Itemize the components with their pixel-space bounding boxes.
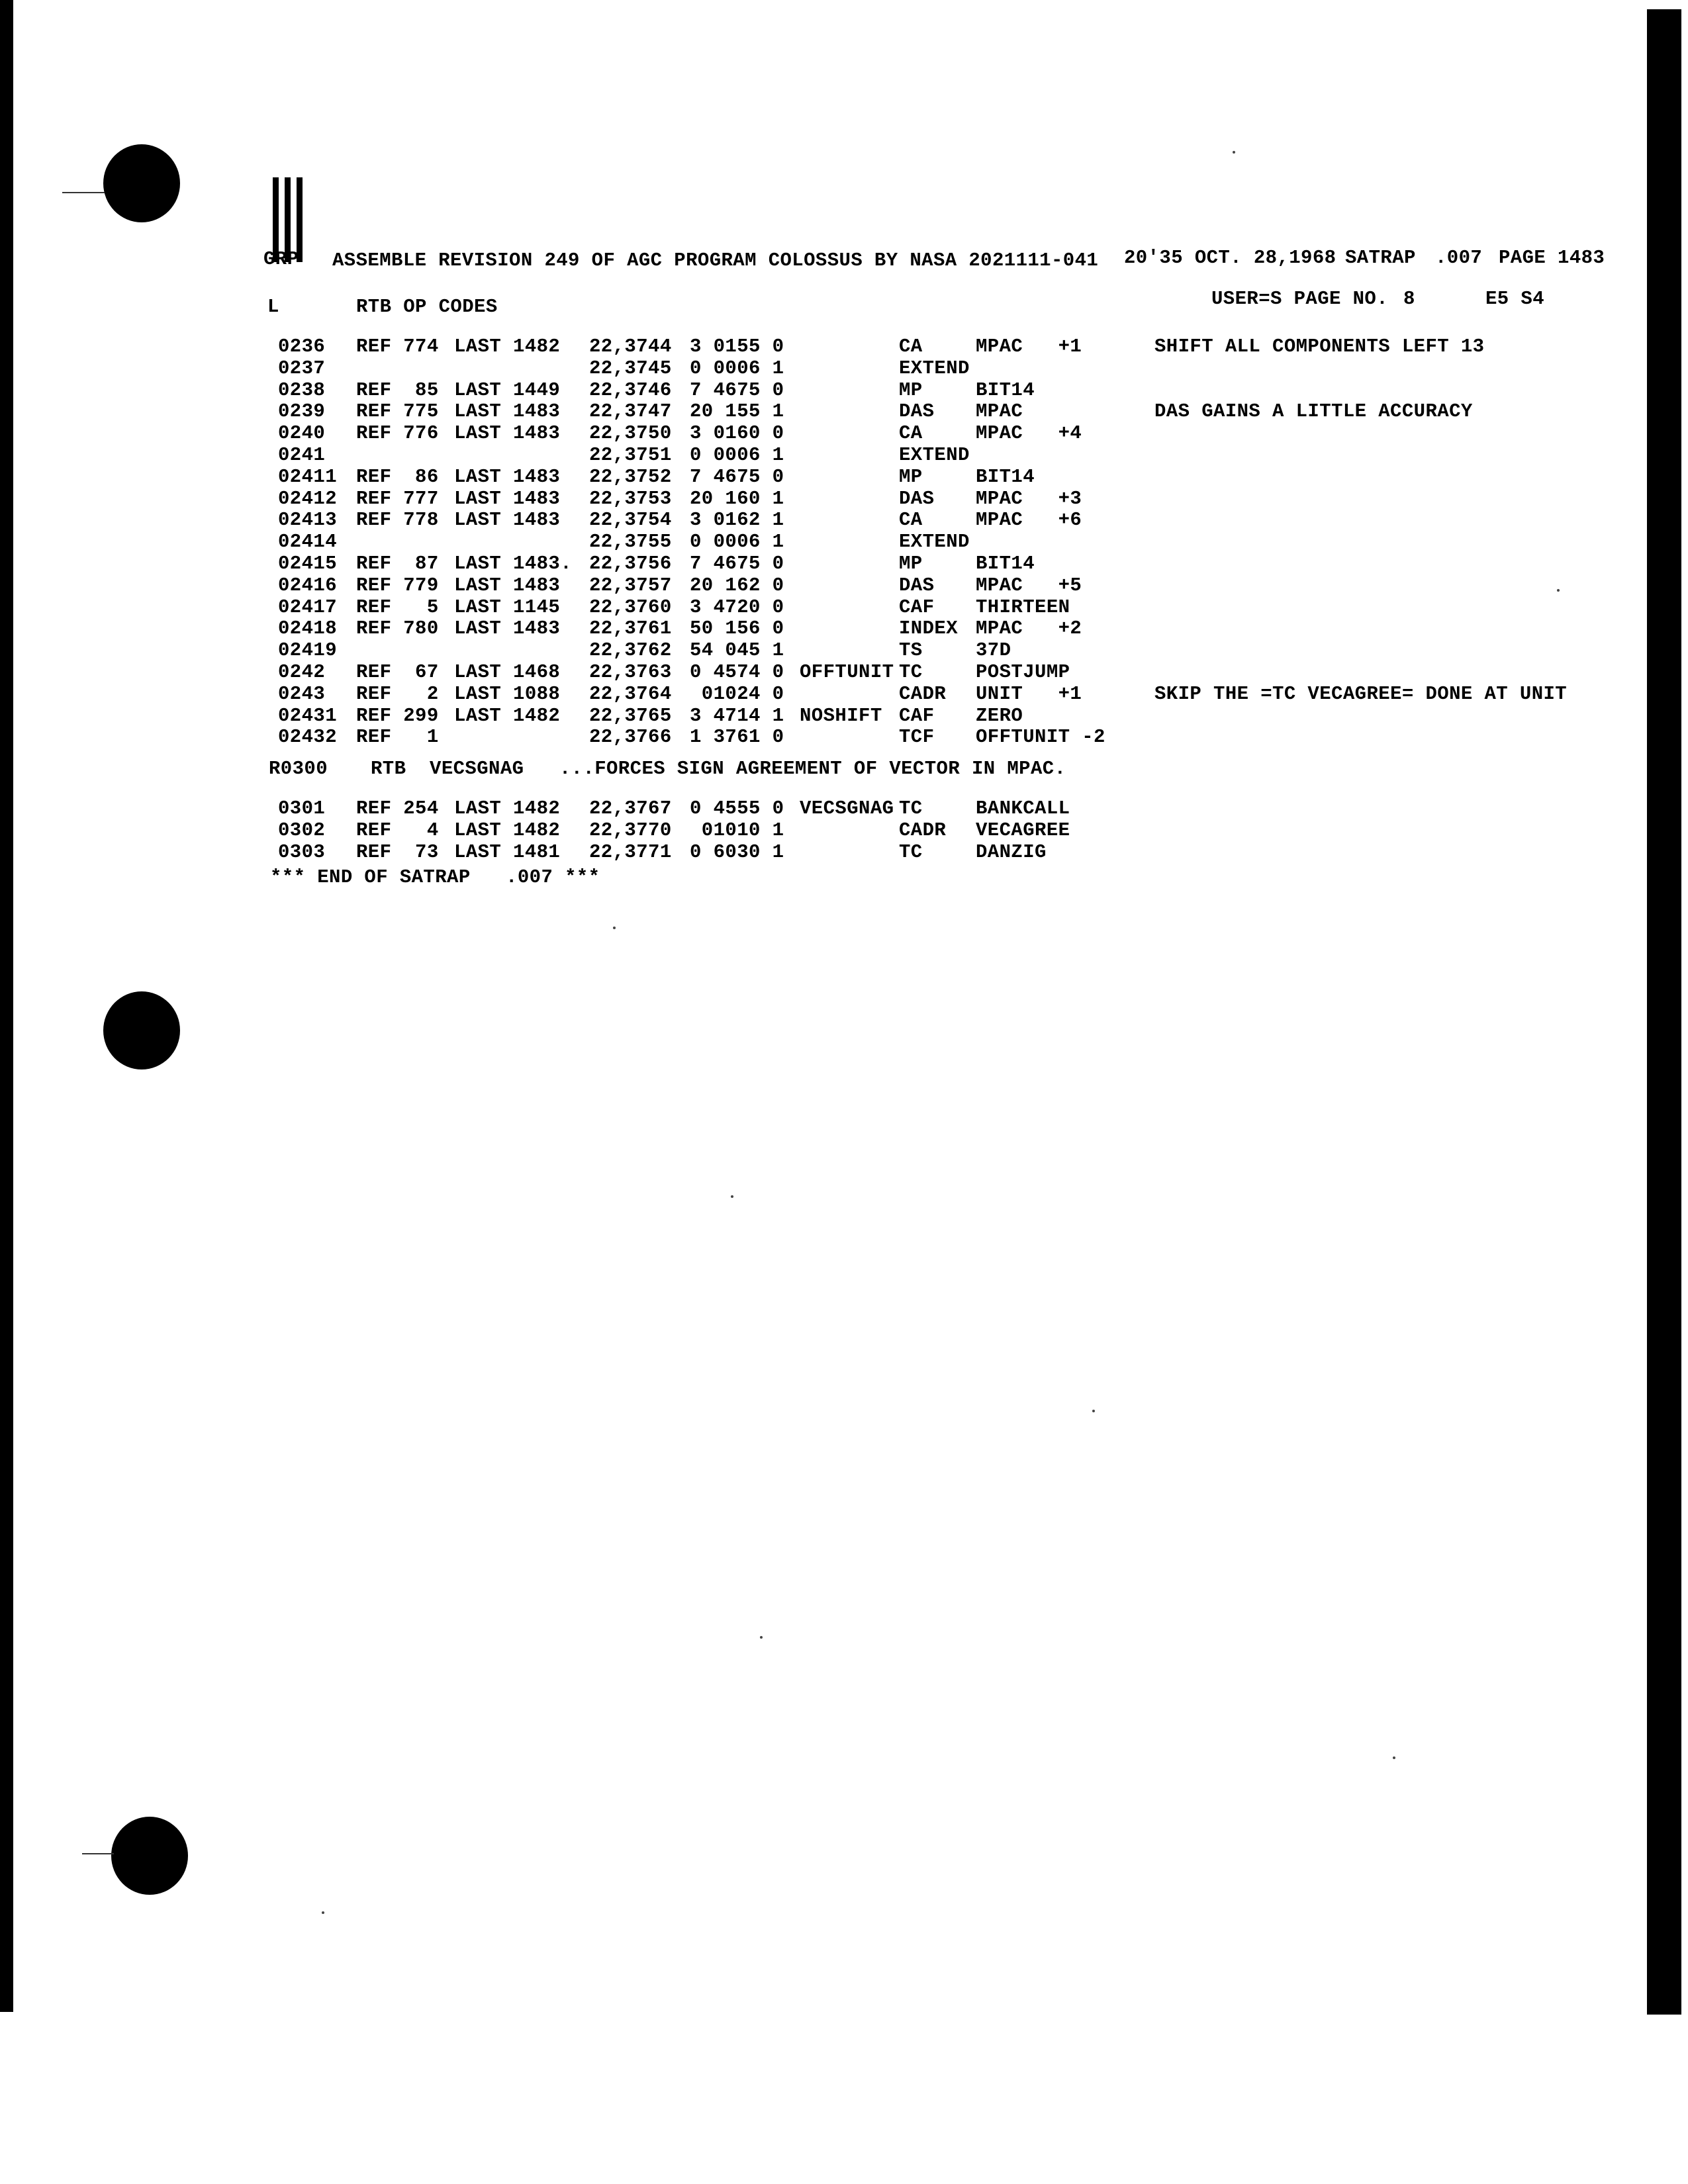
cell-code: 0 0006 1 <box>690 444 784 466</box>
cell-op: CADR <box>899 819 947 841</box>
cell-code: 01024 0 <box>690 682 784 705</box>
cell-addr: 22,3766 <box>589 726 672 749</box>
scan-left-edge <box>0 0 13 2012</box>
cell-addr: 22,3767 <box>589 797 672 819</box>
edition-code: E5 S4 <box>1485 288 1545 310</box>
cell-line: 02419 <box>278 639 338 662</box>
cell-last: LAST 1468 <box>454 661 561 683</box>
cell-operand: MPAC +3 <box>976 487 1082 510</box>
cell-addr: 22,3751 <box>589 444 672 466</box>
cell-line: 02418 <box>278 617 338 640</box>
cell-comment: SKIP THE =TC VECAGREE= DONE AT UNIT <box>1154 682 1568 705</box>
cell-ref: REF 776 <box>356 422 439 445</box>
routine-line-number: R0300 <box>269 758 328 780</box>
cell-label: NOSHIFT <box>800 704 882 727</box>
punch-hole-bottom <box>111 1817 188 1895</box>
cell-last: LAST 1482 <box>454 819 561 841</box>
cell-line: 0241 <box>278 444 326 466</box>
section-title: RTB OP CODES <box>356 296 498 318</box>
assembly-title: ASSEMBLE REVISION 249 OF AGC PROGRAM COLOSSUS BY NASA 2021111-041 <box>332 250 1099 271</box>
cell-line: 02416 <box>278 574 338 596</box>
cell-line: 0240 <box>278 422 326 445</box>
cell-addr: 22,3760 <box>589 596 672 618</box>
cell-code: 0 6030 1 <box>690 841 784 863</box>
cell-ref: REF 254 <box>356 797 439 819</box>
cell-operand: VECAGREE <box>976 819 1070 841</box>
cell-op: CA <box>899 336 923 357</box>
cell-addr: 22,3761 <box>589 617 672 640</box>
cell-operand: OFFTUNIT -2 <box>976 726 1105 749</box>
cell-op: TC <box>899 797 923 819</box>
cell-addr: 22,3745 <box>589 357 672 379</box>
cell-addr: 22,3756 <box>589 553 672 574</box>
cell-code: 01010 1 <box>690 819 784 841</box>
cell-operand: MPAC +6 <box>976 509 1082 531</box>
cell-line: 02431 <box>278 704 338 727</box>
punch-mark <box>82 1853 114 1854</box>
cell-code: 3 4714 1 <box>690 704 784 727</box>
scan-speck <box>1092 1410 1095 1412</box>
cell-code: 0 4555 0 <box>690 797 784 819</box>
cell-operand: MPAC +4 <box>976 422 1082 445</box>
cell-line: 02412 <box>278 487 338 510</box>
cell-ref: REF 67 <box>356 661 439 683</box>
cell-line: 0302 <box>278 819 326 841</box>
cell-line: 0237 <box>278 357 326 379</box>
cell-addr: 22,3765 <box>589 704 672 727</box>
cell-addr: 22,3755 <box>589 531 672 553</box>
cell-operand: BIT14 <box>976 379 1035 401</box>
cell-addr: 22,3750 <box>589 422 672 445</box>
cell-op: MP <box>899 379 923 401</box>
scan-speck <box>1233 151 1235 154</box>
cell-code: 3 0162 1 <box>690 509 784 531</box>
program-name: SATRAP <box>1345 247 1416 269</box>
cell-code: 7 4675 0 <box>690 379 784 401</box>
cell-op: CAF <box>899 596 935 618</box>
cell-ref: REF 86 <box>356 465 439 488</box>
page-number: PAGE 1483 <box>1499 247 1605 269</box>
program-version: .007 <box>1435 247 1483 269</box>
cell-line: 0301 <box>278 797 326 819</box>
cell-ref: REF 5 <box>356 596 439 618</box>
cell-addr: 22,3752 <box>589 465 672 488</box>
cell-addr: 22,3753 <box>589 487 672 510</box>
cell-last: LAST 1482 <box>454 336 561 357</box>
cell-code: 20 160 1 <box>690 487 784 510</box>
cell-line: 0236 <box>278 336 326 357</box>
cell-operand: MPAC +1 <box>976 336 1082 357</box>
cell-op: CA <box>899 509 923 531</box>
scan-speck <box>1557 589 1560 592</box>
cell-addr: 22,3754 <box>589 509 672 531</box>
cell-op: TCF <box>899 726 935 749</box>
cell-op: EXTEND <box>899 444 970 466</box>
cell-op: DAS <box>899 400 935 423</box>
cell-ref: REF 779 <box>356 574 439 596</box>
cell-operand: BIT14 <box>976 553 1035 574</box>
cell-code: 20 162 0 <box>690 574 784 596</box>
cell-line: 02411 <box>278 465 338 488</box>
cell-label: VECSGNAG <box>800 797 894 819</box>
grp-stamp: GRP <box>263 248 299 270</box>
cell-op: DAS <box>899 574 935 596</box>
cell-op: DAS <box>899 487 935 510</box>
scan-speck <box>1393 1756 1395 1759</box>
cell-last: LAST 1483 <box>454 400 561 423</box>
cell-operand: ZERO <box>976 704 1023 727</box>
cell-ref: REF 2 <box>356 682 439 705</box>
cell-line: 02415 <box>278 553 338 574</box>
cell-op: CAF <box>899 704 935 727</box>
cell-operand: 37D <box>976 639 1011 662</box>
end-of-listing: *** END OF SATRAP .007 *** <box>270 866 600 888</box>
scan-speck <box>731 1195 733 1198</box>
routine-header: RTB VECSGNAG ...FORCES SIGN AGREEMENT OF VECTOR IN MPAC. <box>371 758 1066 780</box>
cell-op: INDEX <box>899 617 959 640</box>
cell-last: LAST 1088 <box>454 682 561 705</box>
cell-last: LAST 1483 <box>454 617 561 640</box>
cell-line: 0239 <box>278 400 326 423</box>
cell-ref: REF 778 <box>356 509 439 531</box>
cell-last: LAST 1483 <box>454 509 561 531</box>
cell-addr: 22,3744 <box>589 336 672 357</box>
cell-operand: DANZIG <box>976 841 1047 863</box>
cell-op: CA <box>899 422 923 445</box>
cell-code: 1 3761 0 <box>690 726 784 749</box>
cell-op: CADR <box>899 682 947 705</box>
cell-operand: THIRTEEN <box>976 596 1070 618</box>
cell-op: EXTEND <box>899 531 970 553</box>
cell-operand: MPAC +2 <box>976 617 1082 640</box>
cell-line: 0303 <box>278 841 326 863</box>
cell-code: 7 4675 0 <box>690 553 784 574</box>
cell-addr: 22,3771 <box>589 841 672 863</box>
cell-operand: UNIT +1 <box>976 682 1082 705</box>
cell-last: LAST 1483. <box>454 553 573 574</box>
cell-last: LAST 1482 <box>454 704 561 727</box>
cell-code: 0 4574 0 <box>690 661 784 683</box>
user-page-label: USER=S PAGE NO. <box>1211 288 1389 310</box>
cell-addr: 22,3763 <box>589 661 672 683</box>
cell-op: MP <box>899 465 923 488</box>
punch-hole-top <box>103 144 180 222</box>
cell-code: 50 156 0 <box>690 617 784 640</box>
cell-line: 02432 <box>278 726 338 749</box>
cell-code: 0 0006 1 <box>690 357 784 379</box>
cell-line: 0243 <box>278 682 326 705</box>
cell-addr: 22,3764 <box>589 682 672 705</box>
cell-addr: 22,3762 <box>589 639 672 662</box>
scan-speck <box>760 1636 763 1639</box>
cell-code: 20 155 1 <box>690 400 784 423</box>
cell-last: LAST 1483 <box>454 422 561 445</box>
cell-addr: 22,3746 <box>589 379 672 401</box>
listing-code: L <box>267 296 279 318</box>
cell-op: TC <box>899 841 923 863</box>
cell-ref: REF 774 <box>356 336 439 357</box>
cell-operand: BIT14 <box>976 465 1035 488</box>
cell-last: LAST 1483 <box>454 487 561 510</box>
cell-code: 3 4720 0 <box>690 596 784 618</box>
cell-comment: DAS GAINS A LITTLE ACCURACY <box>1154 400 1473 423</box>
scan-right-edge <box>1647 9 1681 2015</box>
cell-line: 02417 <box>278 596 338 618</box>
cell-ref: REF 73 <box>356 841 439 863</box>
cell-ref: REF 4 <box>356 819 439 841</box>
user-page-number: 8 <box>1403 288 1415 310</box>
cell-addr: 22,3747 <box>589 400 672 423</box>
cell-last: LAST 1145 <box>454 596 561 618</box>
cell-last: LAST 1482 <box>454 797 561 819</box>
cell-operand: POSTJUMP <box>976 661 1070 683</box>
time-date: 20'35 OCT. 28,1968 <box>1124 247 1336 269</box>
cell-code: 0 0006 1 <box>690 531 784 553</box>
cell-ref: REF 85 <box>356 379 439 401</box>
cell-last: LAST 1481 <box>454 841 561 863</box>
cell-ref: REF 775 <box>356 400 439 423</box>
cell-code: 3 0155 0 <box>690 336 784 357</box>
cell-operand: BANKCALL <box>976 797 1070 819</box>
cell-code: 3 0160 0 <box>690 422 784 445</box>
scan-speck <box>322 1911 324 1914</box>
cell-ref: REF 777 <box>356 487 439 510</box>
scan-speck <box>613 927 616 929</box>
cell-last: LAST 1483 <box>454 574 561 596</box>
punch-hole-middle <box>103 991 180 1069</box>
cell-line: 0238 <box>278 379 326 401</box>
cell-addr: 22,3757 <box>589 574 672 596</box>
cell-line: 02413 <box>278 509 338 531</box>
cell-ref: REF 780 <box>356 617 439 640</box>
cell-line: 0242 <box>278 661 326 683</box>
cell-code: 7 4675 0 <box>690 465 784 488</box>
cell-last: LAST 1483 <box>454 465 561 488</box>
cell-operand: MPAC <box>976 400 1023 423</box>
cell-code: 54 045 1 <box>690 639 784 662</box>
cell-operand: MPAC +5 <box>976 574 1082 596</box>
cell-last: LAST 1449 <box>454 379 561 401</box>
cell-ref: REF 1 <box>356 726 439 749</box>
cell-addr: 22,3770 <box>589 819 672 841</box>
cell-op: TS <box>899 639 923 662</box>
cell-label: OFFTUNIT <box>800 661 894 683</box>
cell-op: MP <box>899 553 923 574</box>
cell-op: TC <box>899 661 923 683</box>
cell-comment: SHIFT ALL COMPONENTS LEFT 13 <box>1154 336 1485 357</box>
cell-ref: REF 299 <box>356 704 439 727</box>
cell-line: 02414 <box>278 531 338 553</box>
cell-op: EXTEND <box>899 357 970 379</box>
punch-mark <box>62 192 105 193</box>
cell-ref: REF 87 <box>356 553 439 574</box>
